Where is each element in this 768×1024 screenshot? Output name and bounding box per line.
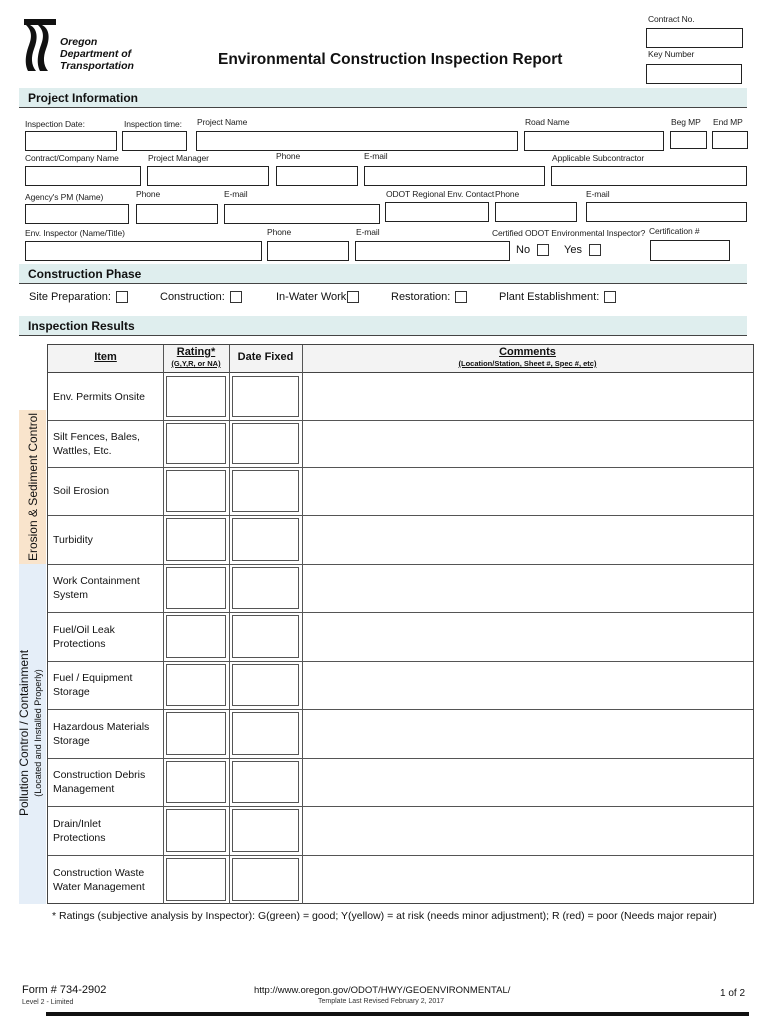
- road-name-label: Road Name: [525, 117, 570, 127]
- phone-field-1[interactable]: [276, 166, 358, 186]
- email-field-3[interactable]: [586, 202, 747, 222]
- inspection-results-header: [19, 316, 747, 336]
- col-comments-header: [302, 346, 753, 370]
- footer-url[interactable]: http://www.oregon.gov/ODOT/HWY/GEOENVIRONMENTAL/: [254, 985, 511, 996]
- contract-company-field[interactable]: [25, 166, 141, 186]
- agency-name: [60, 36, 134, 72]
- env-inspector-field[interactable]: [25, 241, 262, 261]
- certified-no-label: No: [516, 244, 531, 256]
- pollution-group-subtitle: (Located and Installed Properly): [33, 669, 43, 797]
- phase-restoration[interactable]: [391, 291, 467, 303]
- contract-no-field[interactable]: [646, 28, 743, 48]
- comments-input[interactable]: [303, 758, 753, 806]
- date-fixed-input[interactable]: [232, 615, 299, 658]
- page-number: 1 of 2: [720, 988, 746, 999]
- item-line-1: Construction Waste: [53, 866, 145, 879]
- comments-input[interactable]: [303, 467, 753, 515]
- table-row-item-label: [53, 817, 161, 845]
- certified-question-label: Certified ODOT Environmental Inspector?: [492, 228, 646, 238]
- phase-restoration-label: Restoration:: [391, 291, 451, 303]
- date-fixed-input[interactable]: [232, 518, 299, 561]
- col-rating-sublabel: (G,Y,R, or NA): [171, 359, 221, 368]
- inspection-time-field[interactable]: [122, 131, 187, 151]
- phase-construction-checkbox[interactable]: [230, 291, 242, 303]
- phone-label-3: Phone: [495, 189, 520, 199]
- rating-input[interactable]: [166, 470, 226, 512]
- item-line-1: Construction Debris: [53, 769, 146, 781]
- footer-rule: [46, 1012, 749, 1016]
- date-fixed-input[interactable]: [232, 376, 299, 417]
- inspection-time-label: Inspection time:: [124, 119, 182, 129]
- col-divider-1: [163, 345, 164, 904]
- phone-field-2[interactable]: [136, 204, 218, 224]
- col-item-label: Item: [94, 351, 117, 363]
- phase-construction-label: Construction:: [160, 291, 225, 303]
- key-number-label: Key Number: [648, 49, 695, 59]
- email-field-1[interactable]: [364, 166, 545, 186]
- item-line-2: Storage: [53, 734, 90, 747]
- phase-construction[interactable]: [160, 291, 242, 303]
- col-comments-label: Comments: [499, 346, 556, 358]
- phase-in-water-work[interactable]: [276, 291, 359, 303]
- inspection-results-title: Inspection Results: [28, 319, 135, 333]
- item-line-2: Protections: [53, 637, 106, 650]
- phone-field-4[interactable]: [267, 241, 349, 261]
- rating-input[interactable]: [166, 858, 226, 901]
- table-row-item-label: [53, 574, 161, 602]
- comments-input[interactable]: [303, 709, 753, 758]
- col-date-fixed-label: Date Fixed: [237, 351, 294, 363]
- comments-input[interactable]: [303, 806, 753, 855]
- inspection-date-label: Inspection Date:: [25, 119, 85, 129]
- phone-label-2: Phone: [136, 189, 161, 199]
- project-manager-field[interactable]: [147, 166, 269, 186]
- form-number: Form # 734-2902: [22, 984, 107, 996]
- phase-site-preparation-label: Site Preparation:: [29, 291, 111, 303]
- col-item-header: [48, 351, 163, 363]
- date-fixed-input[interactable]: [232, 761, 299, 803]
- rating-input[interactable]: [166, 376, 226, 417]
- end-mp-label: End MP: [713, 117, 743, 127]
- certification-no-field[interactable]: [650, 240, 730, 261]
- rating-input[interactable]: [166, 567, 226, 609]
- table-row-item-label: [53, 623, 161, 651]
- inspection-date-field[interactable]: [25, 131, 117, 151]
- item-line-1: Hazardous Materials: [53, 720, 150, 733]
- table-row-item-label: [53, 430, 161, 458]
- odot-contact-field[interactable]: [385, 202, 489, 222]
- col-rating-label: Rating*: [176, 346, 216, 358]
- table-row-item-label: [53, 768, 161, 796]
- item-line-2: Storage: [53, 686, 90, 698]
- rating-input[interactable]: [166, 518, 226, 561]
- pollution-group-label: [17, 563, 47, 903]
- end-mp-field[interactable]: [712, 131, 748, 149]
- rating-input[interactable]: [166, 664, 226, 706]
- col-divider-2: [229, 345, 230, 904]
- email-label-4: E-mail: [356, 227, 380, 237]
- rating-input[interactable]: [166, 809, 226, 852]
- ratings-footnote: * Ratings (subjective analysis by Inspector): G(green) = good; Y(yellow) = at risk (needs minor adjustment); R (red) = poor (Needs major repair): [52, 910, 717, 922]
- item-line-1: Work Containment: [53, 575, 140, 587]
- date-fixed-input[interactable]: [232, 809, 299, 852]
- item-line-2: Water Management: [53, 880, 145, 893]
- col-comments-sublabel: (Location/Station, Sheet #, Spec #, etc): [458, 359, 597, 368]
- email-label-1: E-mail: [364, 151, 388, 161]
- certified-yes-label: Yes: [564, 244, 582, 256]
- table-row-item-label: [53, 866, 161, 894]
- table-row-item-label: [53, 671, 161, 699]
- phone-field-3[interactable]: [495, 202, 577, 222]
- odot-contact-label: ODOT Regional Env. Contact: [386, 189, 495, 199]
- project-info-header: [19, 88, 747, 108]
- phase-site-preparation-checkbox[interactable]: [116, 291, 128, 303]
- comments-input[interactable]: [303, 564, 753, 612]
- odot-logo-icon: [24, 19, 56, 71]
- table-row-item-label: [53, 484, 161, 498]
- agency-pm-label: Agency's PM (Name): [25, 192, 104, 202]
- table-row-item-label: [53, 720, 161, 748]
- subcontractor-label: Applicable Subcontractor: [552, 153, 645, 163]
- subcontractor-field[interactable]: [551, 166, 747, 186]
- construction-phase-header: [19, 264, 747, 284]
- construction-phase-title: Construction Phase: [28, 267, 142, 281]
- item-line-2: Management: [53, 783, 115, 795]
- rating-input[interactable]: [166, 615, 226, 658]
- beg-mp-label: Beg MP: [671, 117, 701, 127]
- report-title: Environmental Construction Inspection Report: [218, 51, 563, 68]
- col-date-fixed-header: [229, 351, 302, 363]
- agency-line-1: Oregon: [60, 36, 98, 48]
- phase-site-preparation[interactable]: [29, 291, 128, 303]
- item-line-1: Drain/Inlet: [53, 817, 101, 830]
- item-line-1: Soil Erosion: [53, 485, 110, 497]
- project-name-field[interactable]: [196, 131, 518, 151]
- phone-label-1: Phone: [276, 151, 301, 161]
- env-inspector-label: Env. Inspector (Name/Title): [25, 228, 125, 238]
- agency-line-2: Department of: [60, 48, 132, 60]
- comments-input[interactable]: [303, 855, 753, 904]
- comments-input[interactable]: [303, 373, 753, 420]
- email-label-3: E-mail: [586, 189, 610, 199]
- project-manager-label: Project Manager: [148, 153, 209, 163]
- agency-line-3: Transportation: [60, 60, 134, 72]
- contract-no-label: Contract No.: [648, 14, 695, 24]
- item-line-1: Env. Permits Onsite: [53, 390, 145, 403]
- template-revised: Template Last Revised February 2, 2017: [318, 998, 445, 1005]
- pollution-group-title: Pollution Control / Containment: [17, 649, 31, 817]
- phase-plant-establishment-checkbox[interactable]: [604, 291, 616, 303]
- item-line-2: Wattles, Etc.: [53, 444, 112, 457]
- road-name-field[interactable]: [524, 131, 664, 151]
- date-fixed-input[interactable]: [232, 423, 299, 464]
- rating-input[interactable]: [166, 761, 226, 803]
- item-line-1: Fuel / Equipment: [53, 672, 133, 684]
- item-line-1: Silt Fences, Bales,: [53, 430, 140, 443]
- date-fixed-input[interactable]: [232, 567, 299, 609]
- contract-company-label: Contract/Company Name: [25, 153, 119, 163]
- date-fixed-input[interactable]: [232, 858, 299, 901]
- phase-plant-establishment[interactable]: [499, 291, 616, 303]
- project-info-title: Project Information: [28, 91, 139, 105]
- certification-no-label: Certification #: [649, 226, 700, 236]
- erosion-group-label: Erosion & Sediment Control: [26, 412, 40, 562]
- certified-yes-checkbox[interactable]: [589, 244, 601, 256]
- col-rating-header: [163, 346, 229, 370]
- phase-in-water-work-label: In-Water Work: [276, 291, 347, 303]
- email-label-2: E-mail: [224, 189, 248, 199]
- agency-pm-field[interactable]: [25, 204, 129, 224]
- date-fixed-input[interactable]: [232, 664, 299, 706]
- comments-input[interactable]: [303, 515, 753, 564]
- certified-no-option[interactable]: [516, 244, 549, 256]
- email-field-4[interactable]: [355, 241, 510, 261]
- phase-plant-establishment-label: Plant Establishment:: [499, 291, 600, 303]
- form-level: Level 2 - Limited: [22, 999, 74, 1006]
- comments-input[interactable]: [303, 661, 753, 709]
- project-name-label: Project Name: [197, 117, 248, 127]
- date-fixed-input[interactable]: [232, 470, 299, 512]
- phase-in-water-work-checkbox[interactable]: [347, 291, 359, 303]
- table-row-item-label: [53, 533, 161, 547]
- date-fixed-input[interactable]: [232, 712, 299, 755]
- beg-mp-field[interactable]: [670, 131, 707, 149]
- key-number-field[interactable]: [646, 64, 742, 84]
- item-line-1: Fuel/Oil Leak: [53, 623, 115, 636]
- item-line-2: System: [53, 589, 89, 601]
- odot-logo: [24, 19, 56, 71]
- certified-no-checkbox[interactable]: [537, 244, 549, 256]
- rating-input[interactable]: [166, 712, 226, 755]
- item-line-2: Protections: [53, 831, 106, 844]
- phase-restoration-checkbox[interactable]: [455, 291, 467, 303]
- comments-input[interactable]: [303, 612, 753, 661]
- table-row-item-label: [53, 390, 161, 404]
- certified-yes-option[interactable]: [564, 244, 601, 256]
- comments-input[interactable]: [303, 420, 753, 467]
- phone-label-4: Phone: [267, 227, 292, 237]
- email-field-2[interactable]: [224, 204, 380, 224]
- rating-input[interactable]: [166, 423, 226, 464]
- item-line-1: Turbidity: [53, 533, 93, 546]
